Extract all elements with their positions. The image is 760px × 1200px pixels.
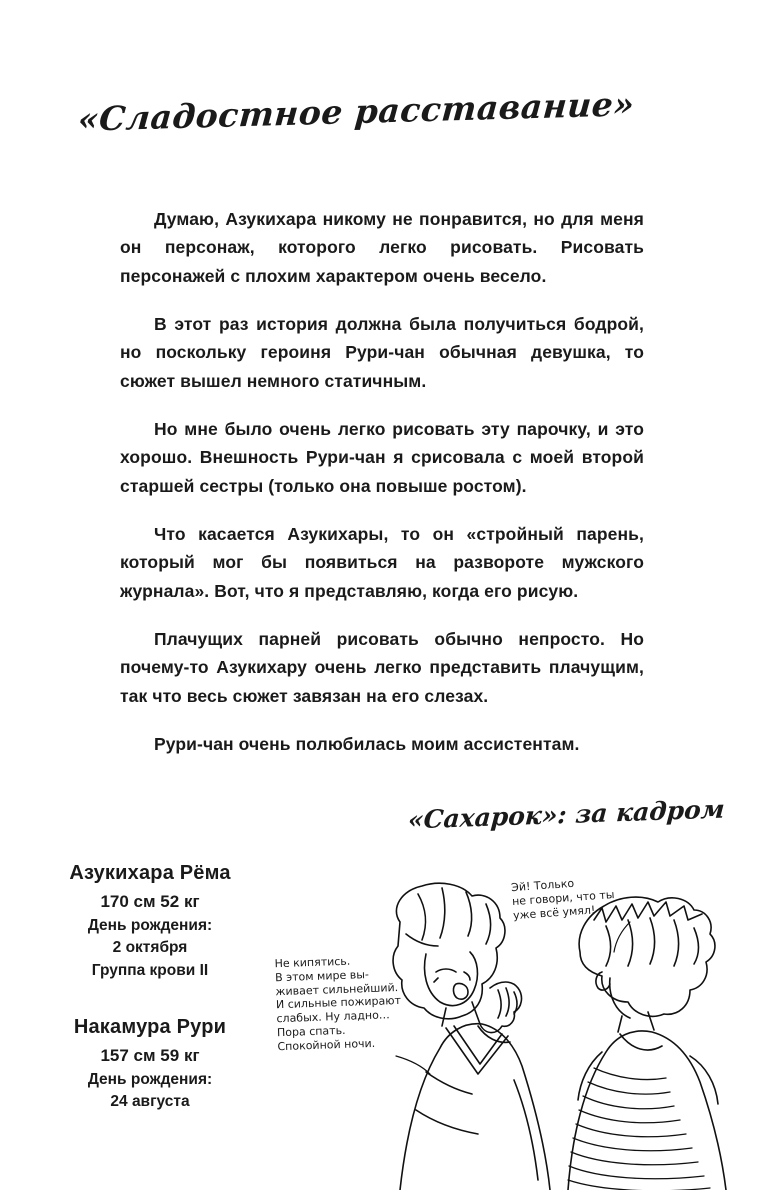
afterword-paragraph: Плачущих парней рисовать обычно непросто. Но почему-то Азукихару очень легко представить плачущим, так что весь сюжет завязан на его слезах. — [120, 629, 644, 706]
speech-balloon-left: Не кипятись. В этом мире вы- живает сильнейший. И сильные пожирают слабых. Ну ладно… Пора спать. Спокойной ночи. — [274, 954, 402, 1053]
character-measurements: 157 см 59 кг — [100, 1046, 200, 1066]
speech-balloon-right: Эй! Только не говори, что ты уже всё умял! — [510, 876, 615, 922]
afterword-paragraph: Что касается Азукихары, то он «стройный парень, который мог бы появиться на развороте мужского журнала». Вот, что я представляю, когда его рисую. — [120, 524, 644, 601]
afterword-text — [120, 205, 644, 759]
character-name: Накамура Рури — [73, 1016, 227, 1039]
character-profile — [42, 862, 258, 982]
character-profiles — [42, 862, 258, 1148]
afterword-paragraph: Рури-чан очень полюбилась моим ассистентам. — [154, 734, 580, 755]
birthday-value: 24 августа — [110, 1093, 190, 1111]
birthday-value: 2 октября — [112, 939, 188, 957]
illustration — [250, 860, 750, 1190]
section-title: «Сахарок»: за кадром — [407, 794, 726, 835]
character-measurements: 170 см 52 кг — [100, 892, 200, 911]
afterword-paragraph: В этот раз история должна была получиться бодрой, но поскольку героиня Рури-чан обычная девушка, то сюжет вышел немного статичным. — [120, 314, 644, 391]
page-title: «Сладостное расставание» — [76, 84, 637, 139]
birthday-label: День рождения: — [87, 1070, 213, 1088]
afterword-paragraph: Думаю, Азукихара никому не понравится, но для меня он персонаж, которого легко рисовать. Рисовать персонажей с плохим характером очень весело. — [120, 209, 644, 286]
character-name: Азукихара Рёма — [69, 862, 231, 884]
afterword-paragraph: Но мне было очень легко рисовать эту парочку, и это хорошо. Внешность Рури-чан я срисовала с моей второй старшей сестры (только она повыше ростом). — [120, 419, 644, 496]
blood-type: Группа крови II — [91, 961, 209, 979]
birthday-label: День рождения: — [87, 916, 213, 934]
character-profile — [42, 1016, 258, 1114]
